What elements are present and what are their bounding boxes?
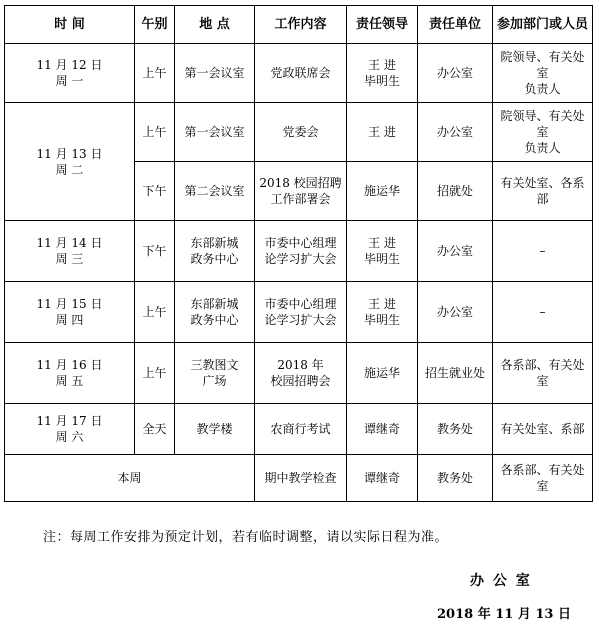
date-cell: 11 月 17 日 周 六 bbox=[5, 404, 135, 455]
leader-cell: 施运华 bbox=[347, 343, 418, 404]
date-cell: 11 月 16 日 周 五 bbox=[5, 343, 135, 404]
date-cell: 11 月 14 日 周 三 bbox=[5, 221, 135, 282]
table-row bbox=[5, 44, 593, 103]
header-place: 地 点 bbox=[175, 6, 255, 44]
issue-date: 2018 年 11 月 13 日 bbox=[437, 607, 571, 622]
content-cell: 期中教学检查 bbox=[255, 455, 347, 502]
footnote: 注：每周工作安排为预定计划，若有临时调整，请以实际日程为准。 bbox=[43, 530, 449, 545]
date-cell: 11 月 13 日 周 二 bbox=[5, 103, 135, 221]
leader-cell: 谭继奇 bbox=[347, 455, 418, 502]
period-cell: 下午 bbox=[135, 221, 175, 282]
header-unit: 责任单位 bbox=[418, 6, 493, 44]
place-cell: 教学楼 bbox=[175, 404, 255, 455]
attendees-cell: 有关处室、系部 bbox=[493, 404, 593, 455]
content-cell: 党政联席会 bbox=[255, 44, 347, 103]
attendees-cell: 院领导、有关处室 负责人 bbox=[493, 44, 593, 103]
header-row bbox=[5, 6, 593, 44]
unit-cell: 招生就业处 bbox=[418, 343, 493, 404]
attendees-cell: – bbox=[493, 282, 593, 343]
place-cell: 第一会议室 bbox=[175, 103, 255, 162]
weekly-schedule-table bbox=[4, 5, 593, 502]
unit-cell: 招就处 bbox=[418, 162, 493, 221]
place-cell: 第二会议室 bbox=[175, 162, 255, 221]
table-row bbox=[5, 455, 593, 502]
header-period: 午别 bbox=[135, 6, 175, 44]
leader-cell: 谭继奇 bbox=[347, 404, 418, 455]
period-cell: 全天 bbox=[135, 404, 175, 455]
table-row bbox=[5, 221, 593, 282]
attendees-cell: 各系部、有关处室 bbox=[493, 455, 593, 502]
leader-cell: 王 进 毕明生 bbox=[347, 221, 418, 282]
header-content: 工作内容 bbox=[255, 6, 347, 44]
unit-cell: 办公室 bbox=[418, 103, 493, 162]
table-row bbox=[5, 282, 593, 343]
table-row bbox=[5, 404, 593, 455]
attendees-cell: 各系部、有关处室 bbox=[493, 343, 593, 404]
period-cell: 上午 bbox=[135, 44, 175, 103]
attendees-cell: 院领导、有关处室 负责人 bbox=[493, 103, 593, 162]
date-cell: 11 月 15 日 周 四 bbox=[5, 282, 135, 343]
issuer-name: 办 公 室 bbox=[470, 573, 532, 589]
unit-cell: 办公室 bbox=[418, 221, 493, 282]
content-cell: 市委中心组理 论学习扩大会 bbox=[255, 221, 347, 282]
week-cell: 本周 bbox=[5, 455, 255, 502]
period-cell: 上午 bbox=[135, 343, 175, 404]
unit-cell: 办公室 bbox=[418, 282, 493, 343]
leader-cell: 王 进 bbox=[347, 103, 418, 162]
content-cell: 农商行考试 bbox=[255, 404, 347, 455]
table-row bbox=[5, 343, 593, 404]
place-cell: 三教图文 广场 bbox=[175, 343, 255, 404]
header-leader: 责任领导 bbox=[347, 6, 418, 44]
unit-cell: 办公室 bbox=[418, 44, 493, 103]
header-time: 时 间 bbox=[5, 6, 135, 44]
period-cell: 下午 bbox=[135, 162, 175, 221]
leader-cell: 王 进 毕明生 bbox=[347, 282, 418, 343]
place-cell: 东部新城 政务中心 bbox=[175, 221, 255, 282]
leader-cell: 王 进 毕明生 bbox=[347, 44, 418, 103]
content-cell: 2018 校园招聘 工作部署会 bbox=[255, 162, 347, 221]
attendees-cell: 有关处室、各系部 bbox=[493, 162, 593, 221]
content-cell: 2018 年 校园招聘会 bbox=[255, 343, 347, 404]
attendees-cell: – bbox=[493, 221, 593, 282]
period-cell: 上午 bbox=[135, 103, 175, 162]
header-attendees: 参加部门或人员 bbox=[493, 6, 593, 44]
unit-cell: 教务处 bbox=[418, 404, 493, 455]
table-row bbox=[5, 103, 593, 162]
period-cell: 上午 bbox=[135, 282, 175, 343]
content-cell: 党委会 bbox=[255, 103, 347, 162]
unit-cell: 教务处 bbox=[418, 455, 493, 502]
place-cell: 第一会议室 bbox=[175, 44, 255, 103]
leader-cell: 施运华 bbox=[347, 162, 418, 221]
place-cell: 东部新城 政务中心 bbox=[175, 282, 255, 343]
date-cell: 11 月 12 日 周 一 bbox=[5, 44, 135, 103]
content-cell: 市委中心组理 论学习扩大会 bbox=[255, 282, 347, 343]
